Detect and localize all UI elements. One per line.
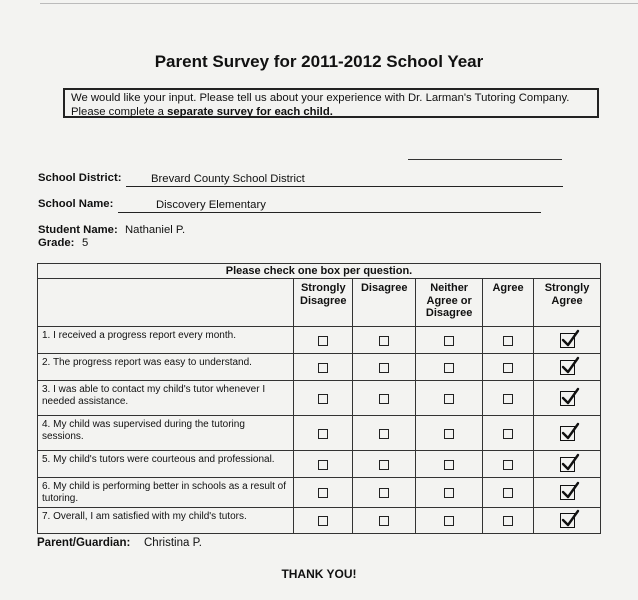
grade-label: Grade: — [38, 237, 75, 249]
survey-instruction: Please check one box per question. — [38, 264, 601, 279]
answer-cell — [534, 478, 601, 508]
answer-cell — [534, 327, 601, 354]
checkmark-icon — [560, 453, 580, 473]
table-row — [38, 451, 601, 478]
answer-cell — [534, 381, 601, 416]
school-name-label: School Name: — [38, 198, 114, 210]
answer-cell — [294, 354, 353, 381]
answer-cell — [416, 381, 483, 416]
checked-checkbox[interactable] — [560, 426, 575, 441]
answer-cell — [416, 508, 483, 534]
table-row — [38, 327, 601, 354]
answer-cell — [483, 354, 534, 381]
question-text: 2. The progress report was easy to understand. — [38, 354, 294, 381]
question-text: 7. Overall, I am satisfied with my child's tutors. — [38, 508, 294, 534]
checkbox[interactable] — [379, 336, 389, 346]
question-header-blank — [38, 279, 294, 327]
answer-cell — [534, 354, 601, 381]
checked-checkbox[interactable] — [560, 485, 575, 500]
answer-cell — [353, 451, 416, 478]
question-text: 4. My child was supervised during the tutoring sessions. — [38, 416, 294, 451]
answer-cell — [483, 451, 534, 478]
question-text: 5. My child's tutors were courteous and professional. — [38, 451, 294, 478]
checkbox[interactable] — [503, 460, 513, 470]
answer-cell — [353, 478, 416, 508]
answer-cell — [534, 451, 601, 478]
checked-checkbox[interactable] — [560, 457, 575, 472]
checked-checkbox[interactable] — [560, 360, 575, 375]
checkbox[interactable] — [379, 429, 389, 439]
answer-cell — [483, 478, 534, 508]
school-name-underline — [118, 212, 541, 213]
checkbox[interactable] — [444, 516, 454, 526]
column-header-strongly-agree: Strongly Agree — [534, 279, 601, 327]
column-header-agree: Agree — [483, 279, 534, 327]
answer-cell — [483, 381, 534, 416]
checkmark-icon — [560, 356, 580, 376]
intro-line-1: We would like your input. Please tell us about your experience with Dr. Larman's Tutoring Company. — [71, 92, 570, 104]
checkbox[interactable] — [503, 363, 513, 373]
answer-cell — [294, 478, 353, 508]
checkbox[interactable] — [503, 516, 513, 526]
checkbox[interactable] — [503, 429, 513, 439]
checkbox[interactable] — [318, 363, 328, 373]
answer-cell — [416, 354, 483, 381]
question-rows — [38, 327, 601, 534]
table-row — [38, 508, 601, 534]
checkbox[interactable] — [503, 394, 513, 404]
checkbox[interactable] — [379, 460, 389, 470]
checkbox[interactable] — [318, 429, 328, 439]
scan-edge-line — [40, 3, 638, 4]
answer-cell — [483, 416, 534, 451]
checkbox[interactable] — [503, 336, 513, 346]
school-name-value: Discovery Elementary — [156, 199, 266, 211]
checkbox[interactable] — [444, 394, 454, 404]
survey-table — [37, 263, 601, 534]
table-row — [38, 381, 601, 416]
checkmark-icon — [560, 481, 580, 501]
table-row — [38, 478, 601, 508]
answer-cell — [416, 451, 483, 478]
school-district-label: School District: — [38, 172, 122, 184]
guardian-value: Christina P. — [144, 537, 202, 549]
answer-cell — [353, 327, 416, 354]
answer-cell — [353, 354, 416, 381]
student-name-label: Student Name: — [38, 224, 118, 236]
checkmark-icon — [560, 509, 580, 529]
column-header-disagree: Disagree — [353, 279, 416, 327]
answer-cell — [294, 381, 353, 416]
checkbox[interactable] — [379, 488, 389, 498]
checkmark-icon — [560, 387, 580, 407]
checkmark-icon — [560, 329, 580, 349]
answer-cell — [294, 451, 353, 478]
checkbox[interactable] — [444, 460, 454, 470]
checkbox[interactable] — [444, 363, 454, 373]
guardian-label: Parent/Guardian: — [37, 537, 131, 549]
intro-line-2-prefix: Please complete a — [71, 105, 168, 118]
checkbox[interactable] — [503, 488, 513, 498]
student-name-value: Nathaniel P. — [125, 224, 186, 236]
checked-checkbox[interactable] — [560, 391, 575, 406]
school-district-value: Brevard County School District — [151, 173, 305, 185]
grade-value: 5 — [82, 237, 89, 249]
thank-you: THANK YOU! — [281, 567, 357, 581]
answer-cell — [353, 381, 416, 416]
intro-line-2 — [71, 106, 591, 120]
answer-cell — [483, 327, 534, 354]
table-row — [38, 416, 601, 451]
checkbox[interactable] — [318, 460, 328, 470]
checkbox[interactable] — [444, 488, 454, 498]
column-header-row — [38, 279, 601, 327]
table-row — [38, 354, 601, 381]
blank-line — [408, 159, 562, 160]
answer-cell — [416, 478, 483, 508]
answer-cell — [534, 416, 601, 451]
answer-cell — [534, 508, 601, 534]
checkbox[interactable] — [444, 336, 454, 346]
question-text: 6. My child is performing better in schools as a result of tutoring. — [38, 478, 294, 508]
answer-cell — [353, 416, 416, 451]
checkbox[interactable] — [318, 488, 328, 498]
answer-cell — [416, 416, 483, 451]
column-header-strongly-disagree: Strongly Disagree — [294, 279, 353, 327]
checkbox[interactable] — [379, 394, 389, 404]
checkbox[interactable] — [318, 336, 328, 346]
checkbox[interactable] — [318, 516, 328, 526]
intro-box — [63, 88, 599, 118]
answer-cell — [294, 508, 353, 534]
answer-cell — [294, 327, 353, 354]
intro-line-2-bold: separate survey for each child. — [167, 105, 333, 118]
answer-cell — [483, 508, 534, 534]
question-text: 3. I was able to contact my child's tutor whenever I needed assistance. — [38, 381, 294, 416]
checkbox[interactable] — [379, 516, 389, 526]
page-title: Parent Survey for 2011-2012 School Year — [154, 52, 484, 71]
answer-cell — [353, 508, 416, 534]
checkmark-icon — [560, 422, 580, 442]
checkbox[interactable] — [444, 429, 454, 439]
question-text: 1. I received a progress report every month. — [38, 327, 294, 354]
school-district-underline — [126, 186, 563, 187]
answer-cell — [294, 416, 353, 451]
checkbox[interactable] — [318, 394, 328, 404]
column-header-neither-agree-or-disagree: Neither Agree or Disagree — [416, 279, 483, 327]
answer-cell — [416, 327, 483, 354]
checkbox[interactable] — [379, 363, 389, 373]
checked-checkbox[interactable] — [560, 513, 575, 528]
checked-checkbox[interactable] — [560, 333, 575, 348]
